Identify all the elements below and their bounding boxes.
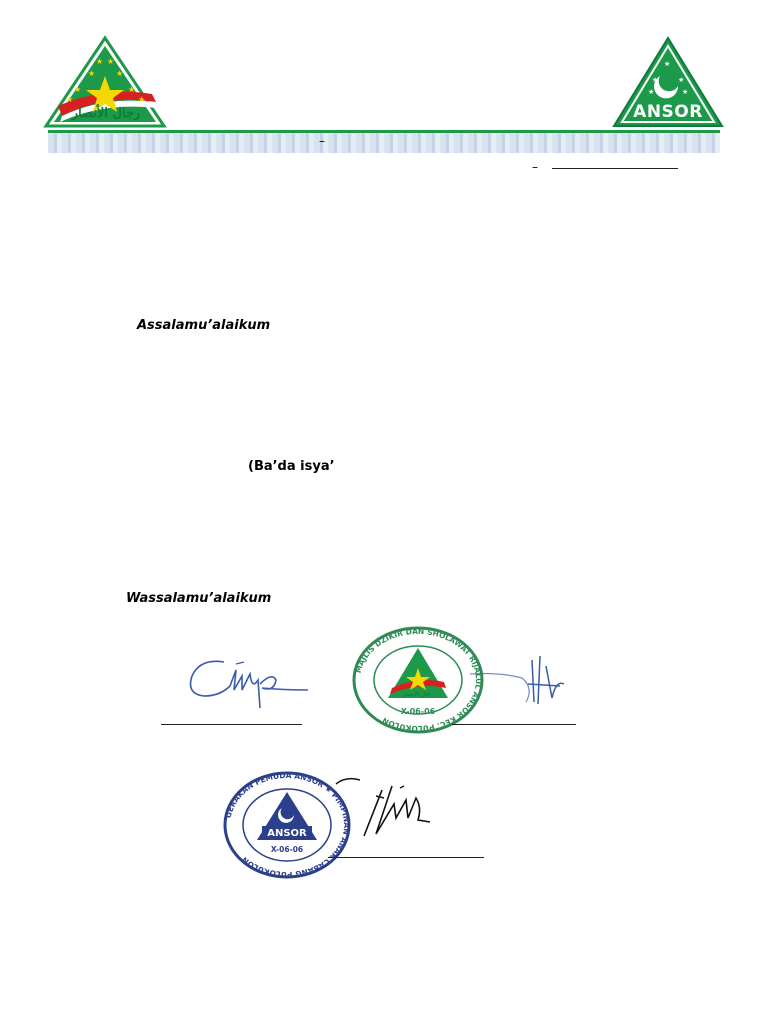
svg-text:★: ★ — [664, 60, 671, 68]
signature-right — [470, 654, 580, 714]
ansor-logo — [612, 36, 724, 128]
majlis-stamp-code: X-06-06 — [400, 707, 436, 716]
svg-text:★: ★ — [682, 88, 689, 96]
date-underline — [552, 168, 678, 169]
svg-text:★: ★ — [88, 69, 96, 78]
right-logo-text: ANSOR — [633, 102, 703, 122]
closing-greeting: Wassalamu’alaikum — [126, 591, 272, 606]
majlis-stamp-ring-text: MAJLIS DZIKIR DAN SHOLAWAT RIJALUL ANSOR KEC. PULOKULON — [353, 626, 484, 734]
time-note: (Ba’da isya’ — [248, 459, 335, 474]
majlis-stamp — [350, 624, 486, 736]
svg-text:★: ★ — [96, 57, 104, 66]
date-dash: – — [532, 160, 538, 174]
svg-text:★: ★ — [652, 76, 659, 84]
signature-left — [180, 650, 320, 710]
pac-stamp-ring-text: GERAKAN PEMUDA ANSOR ★ PIMPINAN ANAK CABANG PULOKULON — [223, 770, 352, 880]
pac-stamp-emblem-text: ANSOR — [267, 828, 307, 839]
greeting: Assalamu’alaikum — [137, 318, 271, 333]
pac-stamp-code: X-06-06 — [270, 845, 304, 854]
svg-text:★: ★ — [128, 85, 136, 94]
rijalul-ansor-logo — [44, 36, 166, 128]
svg-text:★: ★ — [116, 69, 124, 78]
header-dash: – — [319, 134, 325, 148]
svg-text:★: ★ — [66, 95, 74, 104]
majlis-stamp-arabic: رجال الأنصار — [402, 691, 434, 698]
signature-line-right — [452, 724, 576, 725]
svg-text:★: ★ — [648, 88, 655, 96]
signature-bottom — [336, 774, 436, 838]
signature-line-bottom — [328, 857, 484, 858]
header-banner — [48, 130, 720, 153]
svg-text:★: ★ — [74, 85, 82, 94]
svg-text:★: ★ — [678, 76, 685, 84]
left-logo-arabic-text: رجال الأنصار — [71, 106, 141, 121]
pac-ansor-stamp — [222, 770, 352, 880]
svg-text:★: ★ — [107, 57, 115, 66]
signature-line-left — [161, 724, 302, 725]
svg-text:★: ★ — [138, 95, 146, 104]
